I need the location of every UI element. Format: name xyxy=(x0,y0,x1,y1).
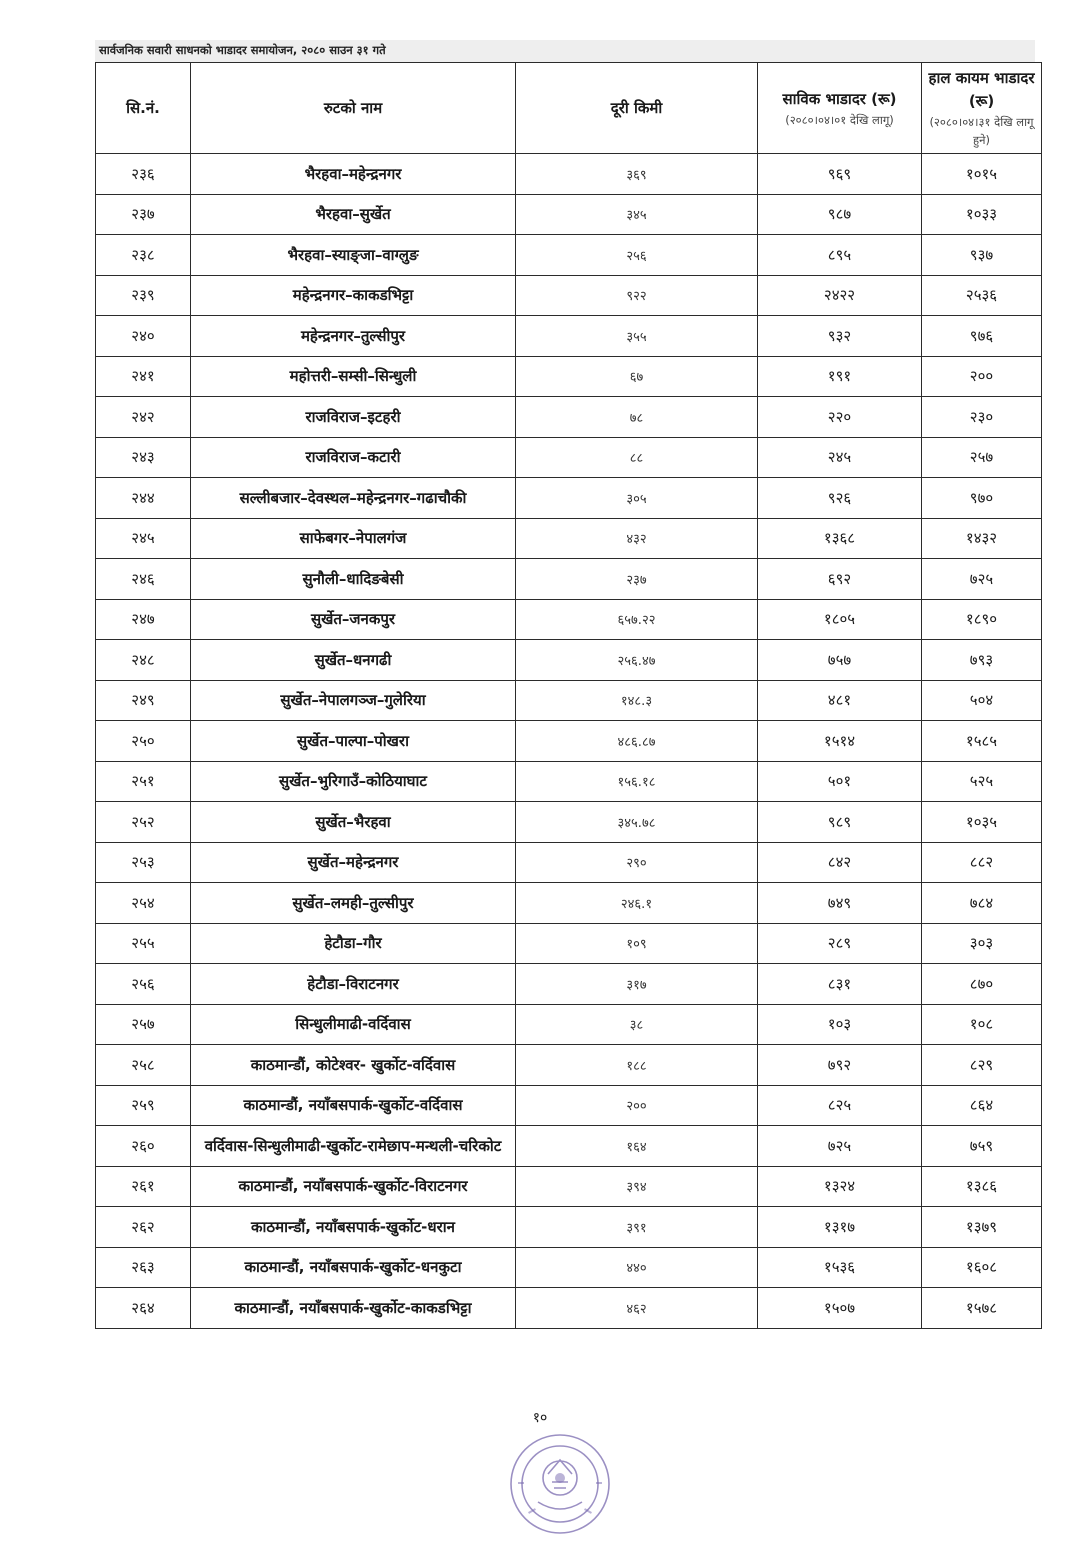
old-rate-note: (२०८०।०४।०१ देखि लागू) xyxy=(785,112,894,127)
row-serial-number: २४२ xyxy=(96,397,191,438)
row-serial-number: २३६ xyxy=(96,154,191,195)
table-row xyxy=(96,721,1042,762)
table-row xyxy=(96,761,1042,802)
row-old-fare: ७४९ xyxy=(758,883,922,924)
table-row xyxy=(96,1004,1042,1045)
row-new-fare: ९७६ xyxy=(922,316,1042,357)
row-serial-number: २५८ xyxy=(96,1045,191,1086)
row-new-fare: १५७८ xyxy=(922,1288,1042,1329)
row-new-fare: १६०८ xyxy=(922,1247,1042,1288)
row-serial-number: २५४ xyxy=(96,883,191,924)
table-row xyxy=(96,842,1042,883)
row-route-name: साफेबगर–नेपालगंज xyxy=(191,518,516,559)
column-header-old-rate xyxy=(758,63,922,154)
table-row xyxy=(96,802,1042,843)
column-header-route: रुटको नाम xyxy=(191,63,516,154)
table-row xyxy=(96,356,1042,397)
row-serial-number: २३८ xyxy=(96,235,191,276)
row-old-fare: ९२६ xyxy=(758,478,922,519)
row-serial-number: २६३ xyxy=(96,1247,191,1288)
table-row xyxy=(96,680,1042,721)
row-old-fare: ४८१ xyxy=(758,680,922,721)
row-old-fare: १५१४ xyxy=(758,721,922,762)
table-row xyxy=(96,964,1042,1005)
row-distance-km: ३४५.७८ xyxy=(516,802,758,843)
row-route-name: काठमान्डौं, नयाँबसपार्क-खुर्कोट-धरान xyxy=(191,1207,516,1248)
row-old-fare: २४५ xyxy=(758,437,922,478)
table-row xyxy=(96,923,1042,964)
table-row xyxy=(96,316,1042,357)
row-new-fare: १८९० xyxy=(922,599,1042,640)
table-row xyxy=(96,275,1042,316)
row-route-name: भैरहवा–महेन्द्रनगर xyxy=(191,154,516,195)
row-old-fare: २४२२ xyxy=(758,275,922,316)
row-old-fare: १०३ xyxy=(758,1004,922,1045)
row-new-fare: ९३७ xyxy=(922,235,1042,276)
row-serial-number: २४६ xyxy=(96,559,191,600)
row-serial-number: २५० xyxy=(96,721,191,762)
row-serial-number: २५३ xyxy=(96,842,191,883)
row-serial-number: २३९ xyxy=(96,275,191,316)
fare-table xyxy=(95,62,1042,1329)
row-new-fare: २०० xyxy=(922,356,1042,397)
row-serial-number: २६२ xyxy=(96,1207,191,1248)
row-distance-km: ४४० xyxy=(516,1247,758,1288)
row-old-fare: ७२५ xyxy=(758,1126,922,1167)
row-serial-number: २६१ xyxy=(96,1166,191,1207)
column-header-sn: सि.नं. xyxy=(96,63,191,154)
row-distance-km: ६७ xyxy=(516,356,758,397)
row-distance-km: २५६.४७ xyxy=(516,640,758,681)
row-new-fare: ५०४ xyxy=(922,680,1042,721)
row-serial-number: २५९ xyxy=(96,1085,191,1126)
table-row xyxy=(96,599,1042,640)
row-route-name: सुनौली–धादिङबेसी xyxy=(191,559,516,600)
table-row xyxy=(96,518,1042,559)
row-route-name: भैरहवा–स्याङ्जा–वाग्लुङ xyxy=(191,235,516,276)
table-header-row xyxy=(96,63,1042,154)
row-new-fare: ८६४ xyxy=(922,1085,1042,1126)
table-row xyxy=(96,883,1042,924)
table-row xyxy=(96,1045,1042,1086)
row-old-fare: ९८९ xyxy=(758,802,922,843)
row-route-name: काठमान्डौं, कोटेश्वर- खुर्कोट-वर्दिवास xyxy=(191,1045,516,1086)
row-route-name: सल्लीबजार–देवस्थल–महेन्द्रनगर–गढाचौकी xyxy=(191,478,516,519)
row-serial-number: २५१ xyxy=(96,761,191,802)
row-new-fare: १०३५ xyxy=(922,802,1042,843)
table-row xyxy=(96,1126,1042,1167)
row-old-fare: ७९२ xyxy=(758,1045,922,1086)
row-serial-number: २५७ xyxy=(96,1004,191,1045)
row-distance-km: ७८ xyxy=(516,397,758,438)
row-route-name: सुर्खेत–नेपालगञ्ज–गुलेरिया xyxy=(191,680,516,721)
row-new-fare: १५८५ xyxy=(922,721,1042,762)
table-row xyxy=(96,1166,1042,1207)
table-row xyxy=(96,478,1042,519)
row-route-name: सुर्खेत–लमही–तुल्सीपुर xyxy=(191,883,516,924)
document-title: सार्वजनिक सवारी साधनको भाडादर समायोजन, २०८० साउन ३१ गते xyxy=(99,43,386,57)
table-row xyxy=(96,640,1042,681)
row-route-name: काठमान्डौं, नयाँबसपार्क-खुर्कोट-वर्दिवास xyxy=(191,1085,516,1126)
row-old-fare: ५०१ xyxy=(758,761,922,802)
row-distance-km: ३१७ xyxy=(516,964,758,1005)
row-distance-km: ३५५ xyxy=(516,316,758,357)
table-row xyxy=(96,194,1042,235)
row-distance-km: १०९ xyxy=(516,923,758,964)
row-route-name: काठमान्डौं, नयाँबसपार्क-खुर्कोट-विराटनगर xyxy=(191,1166,516,1207)
row-new-fare: ३०३ xyxy=(922,923,1042,964)
row-route-name: काठमान्डौं, नयाँबसपार्क-खुर्कोट-काकडभिट्टा xyxy=(191,1288,516,1329)
row-route-name: हेटौडा–विराटनगर xyxy=(191,964,516,1005)
row-distance-km: ३९१ xyxy=(516,1207,758,1248)
table-body xyxy=(96,154,1042,1329)
row-distance-km: १८८ xyxy=(516,1045,758,1086)
row-old-fare: १५०७ xyxy=(758,1288,922,1329)
table-row xyxy=(96,397,1042,438)
row-new-fare: ७८४ xyxy=(922,883,1042,924)
row-route-name: सिन्धुलीमाढी-वर्दिवास xyxy=(191,1004,516,1045)
row-new-fare: १३८६ xyxy=(922,1166,1042,1207)
row-serial-number: २४० xyxy=(96,316,191,357)
row-route-name: सुर्खेत–भैरहवा xyxy=(191,802,516,843)
new-rate-note: (२०८०।०४।३१ देखि लागू हुने) xyxy=(929,115,1034,147)
row-serial-number: २४१ xyxy=(96,356,191,397)
row-old-fare: १३२४ xyxy=(758,1166,922,1207)
row-new-fare: ८७० xyxy=(922,964,1042,1005)
document-header xyxy=(95,40,1035,62)
row-new-fare: १०३३ xyxy=(922,194,1042,235)
row-distance-km: ९२२ xyxy=(516,275,758,316)
row-serial-number: २६४ xyxy=(96,1288,191,1329)
row-new-fare: ७२५ xyxy=(922,559,1042,600)
row-new-fare: ८२९ xyxy=(922,1045,1042,1086)
row-new-fare: १३७९ xyxy=(922,1207,1042,1248)
row-route-name: राजविराज–इटहरी xyxy=(191,397,516,438)
row-route-name: महेन्द्रनगर–काकडभिट्टा xyxy=(191,275,516,316)
page-number: १० xyxy=(532,1410,548,1426)
row-serial-number: २६० xyxy=(96,1126,191,1167)
row-serial-number: २४८ xyxy=(96,640,191,681)
row-distance-km: ३६९ xyxy=(516,154,758,195)
table-row xyxy=(96,235,1042,276)
row-route-name: सुर्खेत–महेन्द्रनगर xyxy=(191,842,516,883)
row-distance-km: १४८.३ xyxy=(516,680,758,721)
row-serial-number: २४७ xyxy=(96,599,191,640)
row-route-name: हेटौडा–गौर xyxy=(191,923,516,964)
row-old-fare: ८२५ xyxy=(758,1085,922,1126)
row-old-fare: १३६८ xyxy=(758,518,922,559)
row-old-fare: ६९२ xyxy=(758,559,922,600)
row-distance-km: ३९४ xyxy=(516,1166,758,1207)
row-old-fare: १५३६ xyxy=(758,1247,922,1288)
row-route-name: सुर्खेत–पाल्पा–पोखरा xyxy=(191,721,516,762)
new-rate-title: हाल कायम भाडादर (रू) xyxy=(928,69,1035,110)
row-serial-number: २४३ xyxy=(96,437,191,478)
row-new-fare: ५२५ xyxy=(922,761,1042,802)
row-route-name: सुर्खेत–जनकपुर xyxy=(191,599,516,640)
office-seal-stamp-icon xyxy=(508,1432,612,1536)
row-new-fare: २३० xyxy=(922,397,1042,438)
row-old-fare: ९३२ xyxy=(758,316,922,357)
table-row xyxy=(96,437,1042,478)
table-row xyxy=(96,1085,1042,1126)
row-distance-km: २४६.१ xyxy=(516,883,758,924)
row-distance-km: १५६.१८ xyxy=(516,761,758,802)
row-route-name: भैरहवा–सुर्खेत xyxy=(191,194,516,235)
row-new-fare: १४३२ xyxy=(922,518,1042,559)
row-new-fare: ७५९ xyxy=(922,1126,1042,1167)
row-distance-km: ४८६.८७ xyxy=(516,721,758,762)
row-old-fare: ८९५ xyxy=(758,235,922,276)
row-old-fare: ९८७ xyxy=(758,194,922,235)
row-old-fare: ८३१ xyxy=(758,964,922,1005)
row-distance-km: १६४ xyxy=(516,1126,758,1167)
row-serial-number: २४४ xyxy=(96,478,191,519)
row-new-fare: २५७ xyxy=(922,437,1042,478)
row-new-fare: ९७० xyxy=(922,478,1042,519)
row-old-fare: १९१ xyxy=(758,356,922,397)
row-new-fare: १०८ xyxy=(922,1004,1042,1045)
old-rate-title: साविक भाडादर (रू) xyxy=(782,89,897,108)
row-distance-km: ३४५ xyxy=(516,194,758,235)
row-route-name: राजविराज–कटारी xyxy=(191,437,516,478)
table-row xyxy=(96,1247,1042,1288)
row-distance-km: २३७ xyxy=(516,559,758,600)
row-route-name: महेन्द्रनगर–तुल्सीपुर xyxy=(191,316,516,357)
row-new-fare: १०१५ xyxy=(922,154,1042,195)
row-serial-number: २४५ xyxy=(96,518,191,559)
row-new-fare: ८८२ xyxy=(922,842,1042,883)
row-distance-km: ४३२ xyxy=(516,518,758,559)
column-header-new-rate xyxy=(922,63,1042,154)
row-serial-number: २४९ xyxy=(96,680,191,721)
row-serial-number: २३७ xyxy=(96,194,191,235)
row-route-name: सुर्खेत–भुरिगाउँ–कोठियाघाट xyxy=(191,761,516,802)
column-header-distance: दूरी किमी xyxy=(516,63,758,154)
row-route-name: महोत्तरी–सम्सी–सिन्धुली xyxy=(191,356,516,397)
row-new-fare: ७९३ xyxy=(922,640,1042,681)
row-distance-km: २०० xyxy=(516,1085,758,1126)
row-old-fare: २२० xyxy=(758,397,922,438)
row-old-fare: ८४२ xyxy=(758,842,922,883)
table-row xyxy=(96,1207,1042,1248)
row-old-fare: ९६९ xyxy=(758,154,922,195)
row-serial-number: २५२ xyxy=(96,802,191,843)
row-distance-km: ३८ xyxy=(516,1004,758,1045)
row-distance-km: ८८ xyxy=(516,437,758,478)
row-route-name: सुर्खेत–धनगढी xyxy=(191,640,516,681)
row-route-name: वर्दिवास-सिन्धुलीमाढी-खुर्कोट-रामेछाप-मन्थली-चरिकोट xyxy=(191,1126,516,1167)
row-old-fare: १३१७ xyxy=(758,1207,922,1248)
row-distance-km: ३०५ xyxy=(516,478,758,519)
row-route-name: काठमान्डौं, नयाँबसपार्क-खुर्कोट-धनकुटा xyxy=(191,1247,516,1288)
table-row xyxy=(96,154,1042,195)
row-old-fare: २८९ xyxy=(758,923,922,964)
row-old-fare: १८०५ xyxy=(758,599,922,640)
row-new-fare: २५३६ xyxy=(922,275,1042,316)
row-distance-km: २९० xyxy=(516,842,758,883)
row-distance-km: ६५७.२२ xyxy=(516,599,758,640)
row-distance-km: ४६२ xyxy=(516,1288,758,1329)
row-serial-number: २५५ xyxy=(96,923,191,964)
row-old-fare: ७५७ xyxy=(758,640,922,681)
row-serial-number: २५६ xyxy=(96,964,191,1005)
row-distance-km: २५६ xyxy=(516,235,758,276)
table-row xyxy=(96,559,1042,600)
table-row xyxy=(96,1288,1042,1329)
